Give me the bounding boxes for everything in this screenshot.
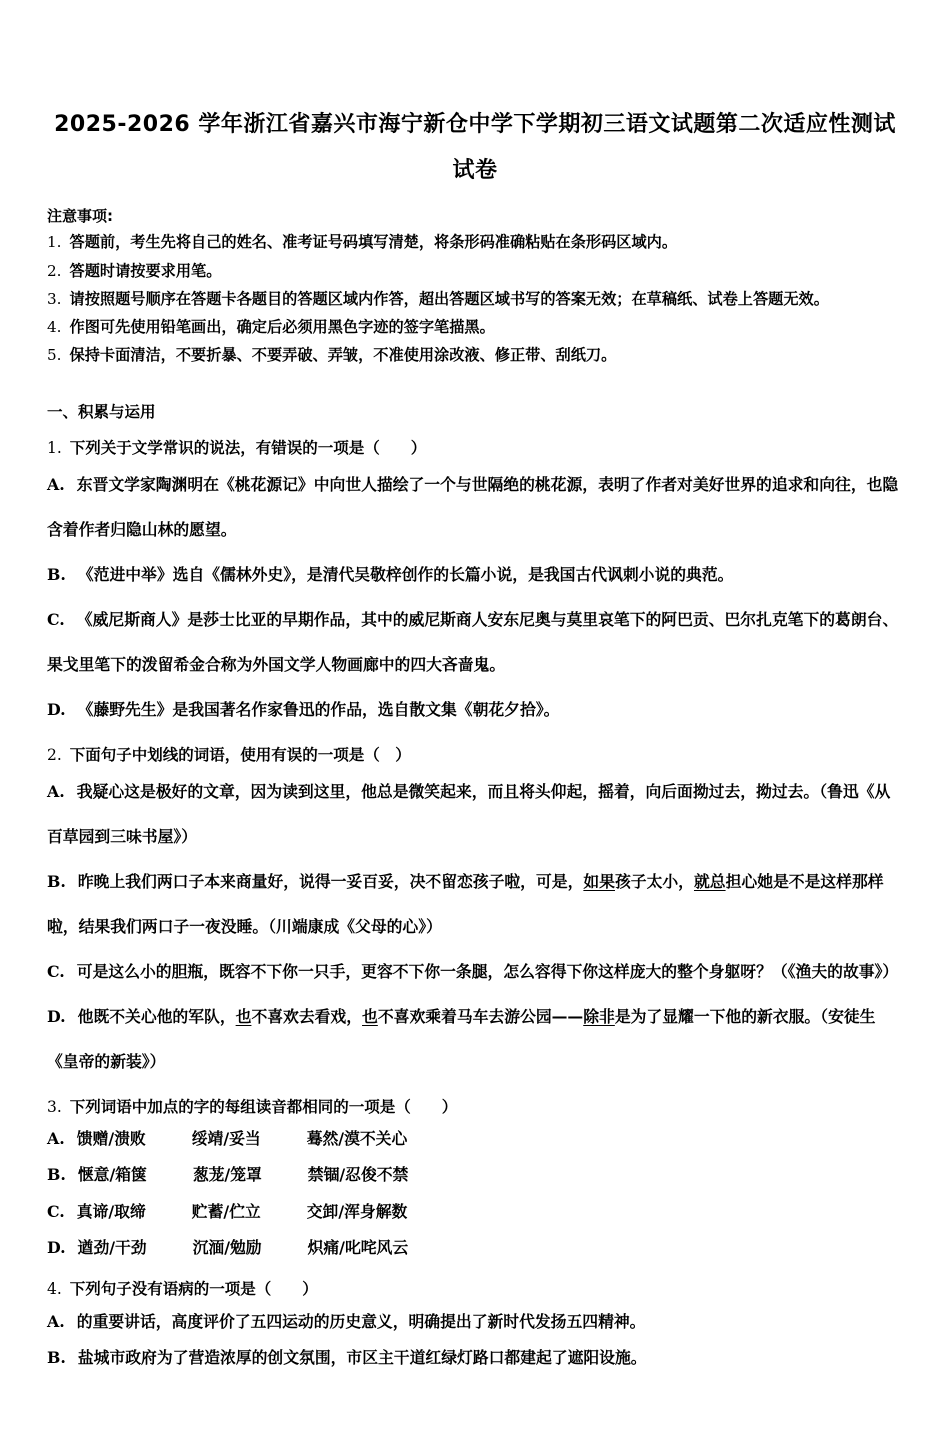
option-label: D.: [47, 1006, 66, 1026]
notice-item: [47, 257, 903, 285]
option-row: [47, 1230, 903, 1266]
word-pair: 馈赠/溃败: [76, 1129, 146, 1149]
option-text: [47, 610, 898, 674]
option-text: [47, 872, 884, 936]
option-label: B.: [47, 871, 66, 891]
option-label: C.: [47, 961, 65, 981]
option-text: [47, 782, 890, 846]
question-stem: [47, 1094, 903, 1121]
notice-item: [47, 285, 903, 313]
text-segment: 孩子太小，: [614, 871, 694, 891]
underlined-word: 如果: [583, 871, 615, 891]
question-stem-text: 下列关于文学常识的说法，有错误的一项是（ ）: [69, 438, 427, 457]
option-label: A.: [47, 1129, 65, 1149]
notice-item: [47, 228, 903, 256]
question-number: 1.: [47, 438, 62, 457]
word-pair: 真谛/取缔: [76, 1201, 146, 1221]
option-word-pairs: [78, 1165, 409, 1184]
option-row: [47, 859, 903, 949]
notice-heading: 注意事项:: [47, 207, 113, 226]
option-row: [47, 1121, 903, 1157]
question-2: [47, 742, 903, 1084]
option-text: [78, 565, 734, 584]
question-number: 3.: [47, 1097, 62, 1116]
option-label: B.: [47, 564, 66, 584]
option-label: A.: [47, 1311, 65, 1331]
text-segment: 昨晚上我们两口子本来商量好，说得一妥百妥，决不留恋孩子啦，可是，: [77, 871, 584, 891]
text-segment: 的重要讲话，高度评价了五四运动的历史意义，明确提出了新时代发扬五四精神。: [76, 1311, 646, 1331]
option-row: [47, 1157, 903, 1193]
option-word-pairs: [78, 1238, 409, 1257]
option-word-pairs: [77, 1129, 408, 1148]
option-label: B.: [47, 1165, 66, 1185]
option-text: [77, 962, 898, 981]
word-pair: 绥靖/妥当: [191, 1129, 261, 1149]
notice-item-number: 3.: [47, 289, 62, 308]
option-label: B.: [47, 1347, 66, 1367]
option-label: C.: [47, 1201, 65, 1221]
text-segment: 盐城市政府为了营造浓厚的创文氛围，市区主干道红绿灯路口都建起了遮阳设施。: [77, 1347, 647, 1367]
option-row: [47, 1304, 903, 1340]
notice-section: [47, 204, 903, 369]
option-text: [47, 475, 898, 539]
option-label: D.: [47, 699, 66, 719]
option-label: A.: [47, 781, 65, 801]
text-segment: 不喜欢乘着马车去游公园——: [377, 1006, 584, 1026]
underlined-word: 也: [362, 1006, 378, 1026]
notice-item: [47, 341, 903, 369]
notice-item: [47, 313, 903, 341]
question-3: [47, 1094, 903, 1266]
word-pair: 葱茏/笼罩: [192, 1165, 262, 1185]
option-row: [47, 1194, 903, 1230]
page-title: 2025-2026 学年浙江省嘉兴市海宁新仓中学下学期初三语文试题第二次适应性测试试卷: [54, 112, 896, 184]
notice-item-number: 5.: [47, 346, 62, 365]
question-number: 2.: [47, 745, 62, 764]
option-text: [78, 700, 560, 719]
text-segment: 《藤野先生》是我国著名作家鲁迅的作品，选自散文集《朝花夕拾》。: [77, 699, 560, 719]
text-segment: 我疑心这是极好的文章，因为读到这里，他总是微笑起来，而且将头仰起，摇着，向后面拗过去，拗过去。（鲁迅《从百草园到三味书屋》）: [47, 781, 891, 846]
question-number: 4.: [47, 1280, 62, 1299]
word-pair: 沉湎/勉励: [192, 1238, 262, 1258]
text-segment: 东晋文学家陶渊明在《桃花源记》中向世人描绘了一个与世隔绝的桃花源，表明了作者对美好世界的追求和向往，也隐含着作者归隐山林的愿望。: [47, 474, 899, 539]
word-pair: 炽痛/叱咤风云: [307, 1238, 409, 1258]
option-label: C.: [47, 609, 65, 629]
option-row: [47, 687, 903, 732]
option-row: [47, 552, 903, 597]
question-stem: [47, 435, 903, 462]
option-word-pairs: [77, 1202, 408, 1221]
notice-item-number: 2.: [47, 261, 62, 280]
question-1: [47, 435, 903, 732]
word-pair: 蓦然/漠不关心: [306, 1129, 408, 1149]
text-segment: 《范进中举》选自《儒林外史》，是清代吴敬梓创作的长篇小说，是我国古代讽刺小说的典范。: [77, 564, 734, 584]
notice-item-text: 答题时请按要求用笔。: [69, 261, 222, 280]
question-stem-text: 下面句子中划线的词语，使用有误的一项是（ ）: [69, 745, 411, 764]
word-pair: 贮蓄/伫立: [191, 1201, 261, 1221]
option-text: [77, 1312, 646, 1331]
option-row: [47, 1340, 903, 1376]
word-pair: 遒劲/干劲: [77, 1238, 147, 1258]
question-stem: [47, 1276, 903, 1303]
option-text: [78, 1348, 647, 1367]
question-4: [47, 1276, 903, 1376]
word-pair: 禁锢/忍俊不禁: [307, 1165, 409, 1185]
notice-item-text: 答题前，考生先将自己的姓名、准考证号码填写清楚，将条形码准确粘贴在条形码区域内。: [69, 233, 677, 252]
option-row: [47, 769, 903, 859]
option-row: [47, 994, 903, 1084]
underlined-word: 也: [235, 1006, 252, 1026]
text-segment: 是为了显耀一下他的新衣服。（安徒生《皇帝的新装》）: [47, 1006, 876, 1071]
underlined-word: 就总: [693, 871, 726, 891]
word-pair: 交卸/浑身解数: [306, 1201, 408, 1221]
option-label: A.: [47, 474, 65, 494]
text-segment: 担心她是不是这样那样啦，结果我们两口子一夜没睡。（川端康成《父母的心》）: [47, 871, 884, 936]
notice-item-text: 保持卡面清洁，不要折暴、不要弄破、弄皱，不准使用涂改液、修正带、刮纸刀。: [69, 346, 617, 365]
option-row: [47, 462, 903, 552]
question-stem-text: 下列词语中加点的字的每组读音都相同的一项是（ ）: [69, 1097, 458, 1116]
option-row: [47, 949, 903, 994]
underlined-word: 除非: [583, 1006, 615, 1026]
question-stem: [47, 742, 903, 769]
word-pair: 惬意/箱箧: [77, 1165, 147, 1185]
option-row: [47, 597, 903, 687]
notice-item-text: 作图可先使用铅笔画出，确定后必须用黑色字迹的签字笔描黑。: [69, 318, 495, 337]
text-segment: 《威尼斯商人》是莎士比亚的早期作品，其中的威尼斯商人安东尼奥与莫里哀笔下的阿巴贡、巴尔扎克笔下的葛朗台、果戈里笔下的泼留希金合称为外国文学人物画廊中的四大吝啬鬼。: [47, 609, 899, 674]
option-text: [47, 1007, 875, 1071]
text-segment: 可是这么小的胆瓶，既容不下你一只手，更容不下你一条腿，怎么容得下你这样庞大的整个身躯呀？（《渔夫的故事》）: [76, 961, 899, 981]
notice-item-number: 1.: [47, 233, 62, 252]
question-stem-text: 下列句子没有语病的一项是（ ）: [69, 1280, 318, 1299]
section-heading: 一、积累与运用: [47, 402, 156, 421]
notice-item-text: 请按照题号顺序在答题卡各题目的答题区域内作答，超出答题区域书写的答案无效；在草稿纸、试卷上答题无效。: [69, 289, 829, 308]
notice-item-number: 4.: [47, 318, 62, 337]
text-segment: 不喜欢去看戏，: [251, 1006, 363, 1026]
text-segment: 他既不关心他的军队，: [77, 1006, 236, 1026]
option-label: D.: [47, 1238, 66, 1258]
